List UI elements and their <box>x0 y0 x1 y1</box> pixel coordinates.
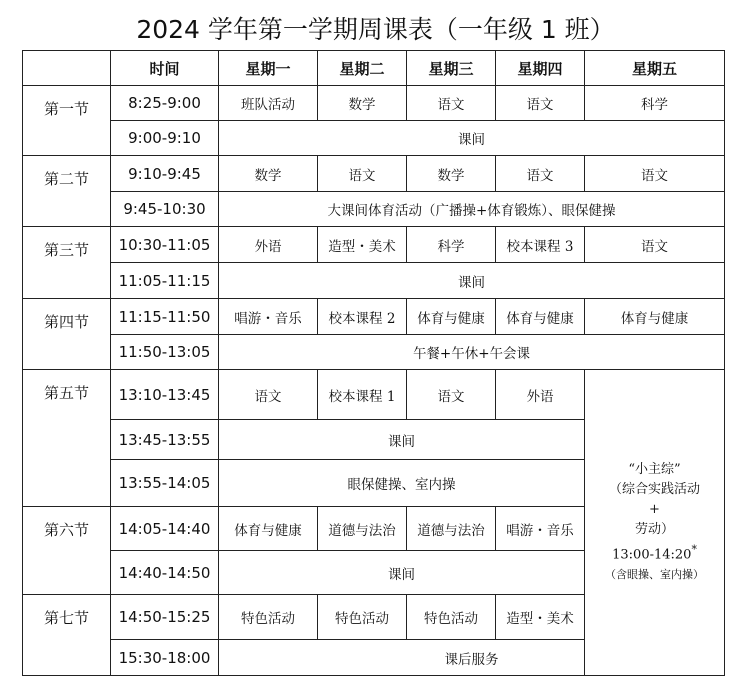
subject-cell: 体育与健康 <box>219 507 318 551</box>
header-day: 星期二 <box>318 51 407 86</box>
note-line: “小主综” <box>628 461 681 477</box>
time-cell: 13:55-14:05 <box>111 460 219 507</box>
subject-cell: 体育与健康 <box>585 299 725 335</box>
table-row <box>23 640 725 676</box>
period-label: 第一节 <box>23 86 111 156</box>
subject-cell: 科学 <box>407 227 496 263</box>
header-day: 星期一 <box>219 51 318 86</box>
subject-cell: 语文 <box>318 156 407 192</box>
table-row <box>23 299 725 335</box>
note-line: （含眼操、室内操） <box>605 568 704 582</box>
table-row <box>23 370 725 420</box>
page-title: 2024 学年第一学期周课表（一年级 1 班） <box>136 15 615 44</box>
subject-cell: 道德与法治 <box>318 507 407 551</box>
subject-cell: 造型・美术 <box>318 227 407 263</box>
time-cell: 13:45-13:55 <box>111 420 219 460</box>
time-cell: 8:25-9:00 <box>111 86 219 121</box>
time-cell: 15:30-18:00 <box>111 640 219 676</box>
header-row <box>23 51 725 86</box>
friday-afternoon-note <box>585 370 725 676</box>
subject-cell: 语文 <box>585 156 725 192</box>
subject-cell: 数学 <box>219 156 318 192</box>
subject-cell: 校本课程 2 <box>318 299 407 335</box>
subject-cell: 唱游・音乐 <box>219 299 318 335</box>
subject-cell: 道德与法治 <box>407 507 496 551</box>
note-line: + <box>649 501 660 517</box>
subject-cell: 校本课程 1 <box>318 370 407 420</box>
subject-cell: 语文 <box>496 86 585 121</box>
period-label: 第三节 <box>23 227 111 299</box>
subject-cell: 语文 <box>407 370 496 420</box>
period-label: 第七节 <box>23 595 111 676</box>
period-label: 第五节 <box>23 370 111 507</box>
header-day: 星期三 <box>407 51 496 86</box>
subject-cell: 语文 <box>407 86 496 121</box>
subject-cell: 科学 <box>585 86 725 121</box>
note-time-line <box>585 540 724 565</box>
break-cell: 课间 <box>219 263 725 299</box>
period-label: 第二节 <box>23 156 111 227</box>
subject-cell: 外语 <box>496 370 585 420</box>
period-label: 第六节 <box>23 507 111 595</box>
time-cell: 11:05-11:15 <box>111 263 219 299</box>
subject-cell: 体育与健康 <box>407 299 496 335</box>
time-cell: 14:50-15:25 <box>111 595 219 640</box>
time-cell: 14:05-14:40 <box>111 507 219 551</box>
break-cell: 眼保健操、室内操 <box>219 460 585 507</box>
schedule-table <box>22 50 725 676</box>
table-row <box>23 192 725 227</box>
subject-cell: 语文 <box>219 370 318 420</box>
subject-cell: 唱游・音乐 <box>496 507 585 551</box>
table-row <box>23 263 725 299</box>
subject-cell: 语文 <box>585 227 725 263</box>
time-cell: 9:00-9:10 <box>111 121 219 156</box>
subject-cell: 体育与健康 <box>496 299 585 335</box>
subject-cell: 特色活动 <box>219 595 318 640</box>
note-time: 13:00-14:20 <box>612 547 692 563</box>
header-day: 星期四 <box>496 51 585 86</box>
break-cell: 课间 <box>219 121 725 156</box>
break-cell: 午餐+午休+午会课 <box>219 335 725 370</box>
subject-cell: 特色活动 <box>318 595 407 640</box>
table-row <box>23 121 725 156</box>
time-cell: 11:15-11:50 <box>111 299 219 335</box>
table-row <box>23 156 725 192</box>
note-asterisk: * <box>691 542 697 556</box>
period-label: 第四节 <box>23 299 111 370</box>
table-row <box>23 86 725 121</box>
time-cell: 9:45-10:30 <box>111 192 219 227</box>
table-row <box>23 227 725 263</box>
break-cell: 课间 <box>219 420 585 460</box>
note-line: 劳动） <box>634 521 674 537</box>
subject-cell: 外语 <box>219 227 318 263</box>
header-time: 时间 <box>111 51 219 86</box>
break-cell: 大课间体育活动（广播操+体育锻炼）、眼保健操 <box>219 192 725 227</box>
header-day: 星期五 <box>585 51 725 86</box>
break-cell: 课间 <box>219 551 585 595</box>
time-cell: 13:10-13:45 <box>111 370 219 420</box>
time-cell: 10:30-11:05 <box>111 227 219 263</box>
subject-cell: 班队活动 <box>219 86 318 121</box>
subject-cell: 校本课程 3 <box>496 227 585 263</box>
subject-cell: 数学 <box>318 86 407 121</box>
subject-cell: 数学 <box>407 156 496 192</box>
header-blank-cell <box>23 51 111 86</box>
table-row <box>23 335 725 370</box>
time-cell: 14:40-14:50 <box>111 551 219 595</box>
after-school-cell: 课后服务 <box>219 640 725 676</box>
time-cell: 9:10-9:45 <box>111 156 219 192</box>
subject-cell: 造型・美术 <box>496 595 585 640</box>
subject-cell: 特色活动 <box>407 595 496 640</box>
subject-cell: 语文 <box>496 156 585 192</box>
time-cell: 11:50-13:05 <box>111 335 219 370</box>
note-line: （综合实践活动 <box>608 481 700 497</box>
